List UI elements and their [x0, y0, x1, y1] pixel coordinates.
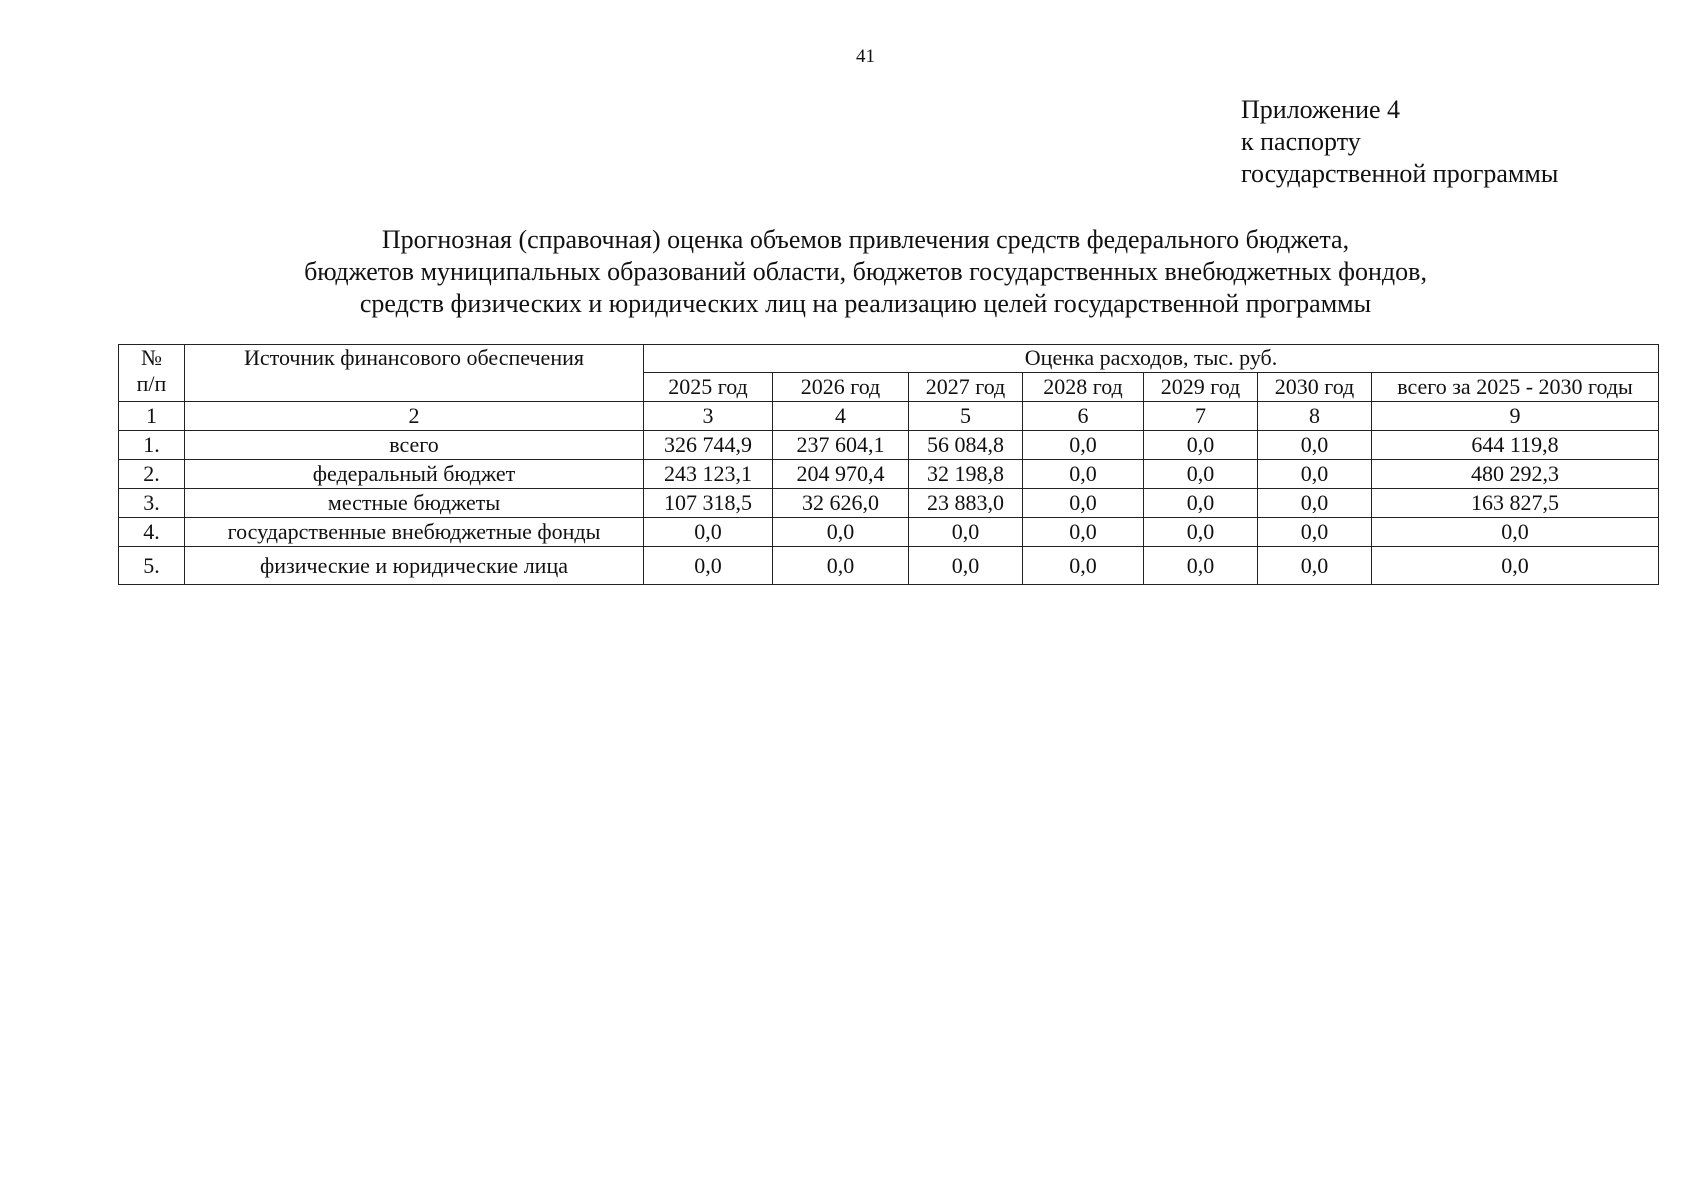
row-value: 0,0	[1023, 460, 1144, 489]
row-value: 0,0	[773, 547, 909, 585]
row-number: 4.	[119, 518, 185, 547]
row-value: 0,0	[1144, 518, 1258, 547]
total-header: всего за 2025 - 2030 годы	[1372, 373, 1659, 402]
row-number: 1.	[119, 431, 185, 460]
year-header: 2030 год	[1258, 373, 1372, 402]
column-number: 4	[773, 402, 909, 431]
row-value: 56 084,8	[909, 431, 1023, 460]
table-row	[119, 518, 1659, 547]
appendix-line-3: государственной программы	[1241, 159, 1559, 188]
row-value: 0,0	[1144, 547, 1258, 585]
year-header: 2025 год	[644, 373, 773, 402]
row-value: 23 883,0	[909, 489, 1023, 518]
row-value: 0,0	[1258, 431, 1372, 460]
row-value: 243 123,1	[644, 460, 773, 489]
table-row	[119, 431, 1659, 460]
row-value: 32 198,8	[909, 460, 1023, 489]
col-source-header: Источник финансового обеспечения	[185, 345, 644, 402]
year-header: 2028 год	[1023, 373, 1144, 402]
column-number: 1	[119, 402, 185, 431]
col-num-header-line-2: п/п	[136, 371, 167, 396]
funding-table	[118, 344, 1659, 585]
row-value: 0,0	[1258, 547, 1372, 585]
row-value: 0,0	[1023, 431, 1144, 460]
row-value: 204 970,4	[773, 460, 909, 489]
row-value: 0,0	[644, 518, 773, 547]
row-total: 0,0	[1372, 518, 1659, 547]
column-number: 9	[1372, 402, 1659, 431]
row-value: 0,0	[1144, 431, 1258, 460]
row-number: 3.	[119, 489, 185, 518]
row-value: 0,0	[1023, 489, 1144, 518]
row-total: 0,0	[1372, 547, 1659, 585]
heading-line-3: средств физических и юридических лиц на реализацию целей государственной программы	[359, 289, 1372, 318]
header-row-1	[119, 345, 1659, 373]
row-value: 0,0	[1258, 460, 1372, 489]
column-number: 7	[1144, 402, 1258, 431]
row-source: федеральный бюджет	[185, 460, 644, 489]
row-source: местные бюджеты	[185, 489, 644, 518]
row-value: 326 744,9	[644, 431, 773, 460]
row-value: 0,0	[1023, 547, 1144, 585]
row-total: 480 292,3	[1372, 460, 1659, 489]
column-number-row	[119, 402, 1659, 431]
appendix-line-2: к паспорту	[1241, 127, 1361, 156]
row-source: всего	[185, 431, 644, 460]
row-value: 0,0	[773, 518, 909, 547]
col-num-header	[119, 345, 185, 402]
document-heading	[150, 224, 1581, 320]
page-number: 41	[856, 46, 875, 67]
row-value: 0,0	[1023, 518, 1144, 547]
row-value: 0,0	[1258, 518, 1372, 547]
row-value: 0,0	[1258, 489, 1372, 518]
table-row	[119, 547, 1659, 585]
row-value: 0,0	[1144, 489, 1258, 518]
heading-line-1: Прогнозная (справочная) оценка объемов привлечения средств федерального бюджета,	[381, 225, 1350, 254]
row-source: физические и юридические лица	[185, 547, 644, 585]
table-row	[119, 460, 1659, 489]
year-header: 2026 год	[773, 373, 909, 402]
row-value: 237 604,1	[773, 431, 909, 460]
appendix-line-1: Приложение 4	[1241, 95, 1401, 124]
column-number: 5	[909, 402, 1023, 431]
column-number: 3	[644, 402, 773, 431]
row-value: 0,0	[909, 518, 1023, 547]
row-value: 0,0	[909, 547, 1023, 585]
column-number: 2	[185, 402, 644, 431]
year-header: 2029 год	[1144, 373, 1258, 402]
row-number: 5.	[119, 547, 185, 585]
row-value: 0,0	[1144, 460, 1258, 489]
heading-line-2: бюджетов муниципальных образований области, бюджетов государственных внебюджетных фондов,	[304, 257, 1427, 286]
row-value: 0,0	[644, 547, 773, 585]
column-number: 8	[1258, 402, 1372, 431]
year-header: 2027 год	[909, 373, 1023, 402]
col-num-header-line-1: №	[141, 345, 162, 370]
expenses-header: Оценка расходов, тыс. руб.	[644, 345, 1659, 373]
row-total: 644 119,8	[1372, 431, 1659, 460]
row-source: государственные внебюджетные фонды	[185, 518, 644, 547]
row-value: 107 318,5	[644, 489, 773, 518]
appendix-note	[1241, 94, 1558, 190]
row-number: 2.	[119, 460, 185, 489]
column-number: 6	[1023, 402, 1144, 431]
table-row	[119, 489, 1659, 518]
row-value: 32 626,0	[773, 489, 909, 518]
row-total: 163 827,5	[1372, 489, 1659, 518]
